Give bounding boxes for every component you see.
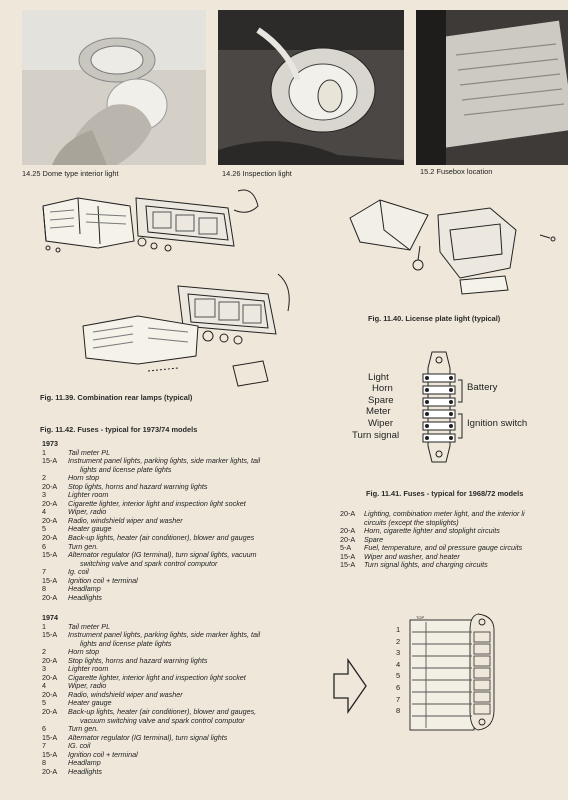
fuse-amp: 6	[42, 724, 46, 734]
fuse-description: Ignition coil + terminal	[68, 749, 138, 759]
fuse-description: Back-up lights, heater (air conditioner), blower and gauges	[68, 533, 255, 543]
fuse-description: Instrument panel lights, parking lights, side marker lights, tail	[68, 630, 261, 640]
fuse-description: Ig. coil	[68, 567, 89, 577]
fuse-position-number: 6	[396, 682, 401, 692]
fuse-description: Headlights	[68, 766, 102, 776]
fuse-amp: 8	[42, 758, 46, 768]
fuse-description: Headlights	[68, 592, 102, 602]
fuse-amp: 15-A	[42, 575, 58, 585]
fuse-amp: 20-A	[42, 592, 58, 602]
fuse-description: Lighter room	[68, 664, 109, 674]
fig-11-40-caption: Fig. 11.40. License plate light (typical)	[368, 314, 501, 323]
fusebox-1968-72-diagram	[410, 350, 470, 465]
photo-caption-inspection: 14.26 Inspection light	[222, 169, 292, 178]
arrow-icon	[330, 656, 370, 716]
fuse-description: switching valve and spark control computor	[80, 558, 218, 568]
fuse-description: Heater gauge	[68, 698, 112, 708]
fuse-description: Alternator regulator (IG terminal), turn signal lights	[68, 732, 228, 742]
fuse-description: lights and license plate lights	[80, 638, 172, 648]
fuse-description: Tail meter PL	[68, 621, 111, 631]
fuse-description: lights and license plate lights	[80, 464, 172, 474]
fuse-list-1973	[42, 440, 332, 602]
fuse-description: Cigarette lighter, interior light and inspection light socket	[68, 498, 246, 508]
fig-11-42-caption: Fig. 11.42. Fuses - typical for 1973/74 models	[40, 425, 198, 434]
year-label: 1974	[42, 613, 58, 622]
fuse-amp: 6	[42, 541, 46, 551]
photo-caption-dome: 14.25 Dome type interior light	[22, 169, 119, 178]
fuse-amp: 15-A	[42, 550, 58, 560]
fuse-label-wiper: Wiper	[368, 418, 394, 429]
fuse-amp: 8	[42, 584, 46, 594]
fuse-description: Stop lights, horns and hazard warning lights	[68, 655, 208, 665]
fuse-amp: 3	[42, 490, 46, 500]
fuse-description: Wiper, radio	[68, 507, 107, 517]
fuse-amp: 1	[42, 447, 46, 457]
fuse-row	[42, 594, 332, 603]
fuse-amp: 5	[42, 524, 46, 534]
fuse-description: Radio, windshield wiper and washer	[68, 689, 183, 699]
fuse-row: circuits (except the stoplights)	[364, 517, 459, 527]
fuse-description: IG. coil	[68, 741, 91, 751]
fuse-row	[42, 768, 332, 777]
fuse-label-ignition-switch: Ignition switch	[467, 418, 528, 429]
fuse-description: Horn stop	[68, 647, 100, 657]
fuse-amp: 20-A	[42, 498, 58, 508]
fuse-description: Horn stop	[68, 473, 100, 483]
fuse-description: Back-up lights, heater (air conditioner), blower and gauges,	[68, 707, 257, 717]
fuse-description: Cigarette lighter, interior light and inspection light socket	[68, 672, 246, 682]
fusebox-1973-74-diagram	[386, 610, 506, 735]
fuse-description: Lighter room	[68, 490, 109, 500]
fig-11-39-caption: Fig. 11.39. Combination rear lamps (typical)	[40, 393, 193, 402]
fuse-label-turn-signal: Turn signal	[352, 430, 400, 441]
fuse-amp: 20-A	[42, 766, 58, 776]
fuse-amp: 7	[42, 567, 46, 577]
fuse-amp: 5	[42, 698, 46, 708]
fuse-row: 20-A Spare	[340, 534, 384, 544]
fuse-position-number: 8	[396, 706, 401, 716]
fuse-description: Instrument panel lights, parking lights, side marker lights, tail	[68, 456, 261, 466]
photo-dome-light	[22, 10, 206, 165]
fuse-position-number: 1	[396, 625, 401, 634]
fuse-position-number: 2	[396, 636, 401, 646]
fuse-description: Tail meter PL	[68, 447, 111, 457]
fuse-amp: 15-A	[42, 630, 58, 640]
fuse-amp: 15-A	[42, 732, 58, 742]
fuse-row: 20-A Horn, cigarette lighter and stoplight circuits	[340, 526, 500, 536]
fuse-row: 20-A Lighting, combination meter light, and the interior li	[340, 510, 525, 518]
fuse-list-1968-72	[340, 510, 568, 570]
fuse-amp: 15-A	[42, 456, 58, 466]
fuse-amp: 2	[42, 473, 46, 483]
fuse-amp: 20-A	[42, 672, 58, 682]
fuse-position-number: 5	[396, 671, 401, 681]
fuse-description: Radio, windshield wiper and washer	[68, 515, 183, 525]
fusebox-number-column	[396, 624, 400, 717]
photo-inspection-light	[218, 10, 404, 165]
fuse-amp: 20-A	[42, 655, 58, 665]
svg-text:TOP: TOP	[416, 615, 425, 620]
fuse-label-horn: Horn	[372, 383, 393, 394]
fuse-position-number: 3	[396, 648, 401, 658]
fuse-position-number: 4	[396, 659, 401, 669]
fuse-amp: 3	[42, 664, 46, 674]
photo-caption-fusebox: 15.2 Fusebox location	[420, 167, 493, 176]
fuse-description: Headlamp	[68, 584, 101, 594]
fuse-description: Headlamp	[68, 758, 101, 768]
fuse-amp: 20-A	[42, 515, 58, 525]
fig-11-41-caption: Fig. 11.41. Fuses - typical for 1968/72 models	[366, 489, 524, 498]
fuse-amp: 20-A	[42, 689, 58, 699]
fuse-description: Turn gen.	[68, 541, 99, 551]
fuse-description: Heater gauge	[68, 524, 112, 534]
fuse-description: Wiper, radio	[68, 681, 107, 691]
fuse-row: 15-A Turn signal lights, and charging circuits	[340, 560, 488, 570]
fuse-amp: 7	[42, 741, 46, 751]
fuse-description: Turn gen.	[68, 724, 99, 734]
fuse-amp: 20-A	[42, 481, 58, 491]
fuse-description: vacuum switching valve and spark control computor	[80, 715, 245, 725]
fuse-amp: 1	[42, 621, 46, 631]
fuse-label-light: Light	[368, 372, 389, 383]
fuse-label-meter: Meter	[366, 406, 391, 417]
fuse-description: Alternator regulator (IG terminal), turn signal lights, vacuum	[68, 550, 257, 560]
combination-rear-lamps-drawing	[38, 186, 298, 396]
fuse-row: 15-A Wiper and washer, and heater	[340, 551, 460, 561]
fuse-amp: 20-A	[42, 533, 58, 543]
fuse-amp: 4	[42, 681, 46, 691]
fuse-position-number: 7	[396, 694, 401, 704]
license-plate-light-drawing	[340, 190, 562, 310]
fuse-amp: 2	[42, 647, 46, 657]
fuse-description: Stop lights, horns and hazard warning lights	[68, 481, 208, 491]
fuse-label-battery: Battery	[467, 382, 498, 393]
fuse-amp: 20-A	[42, 707, 58, 717]
fuse-list-1974	[42, 614, 332, 776]
fuse-row: 5-A Fuel, temperature, and oil pressure gauge circuits	[340, 543, 523, 553]
year-label: 1973	[42, 439, 58, 448]
fuse-label-spare: Spare	[368, 395, 394, 406]
fuse-amp: 15-A	[42, 749, 58, 759]
photo-fusebox-location	[416, 10, 568, 165]
fuse-description: Ignition coil + terminal	[68, 575, 138, 585]
fuse-amp: 4	[42, 507, 46, 517]
